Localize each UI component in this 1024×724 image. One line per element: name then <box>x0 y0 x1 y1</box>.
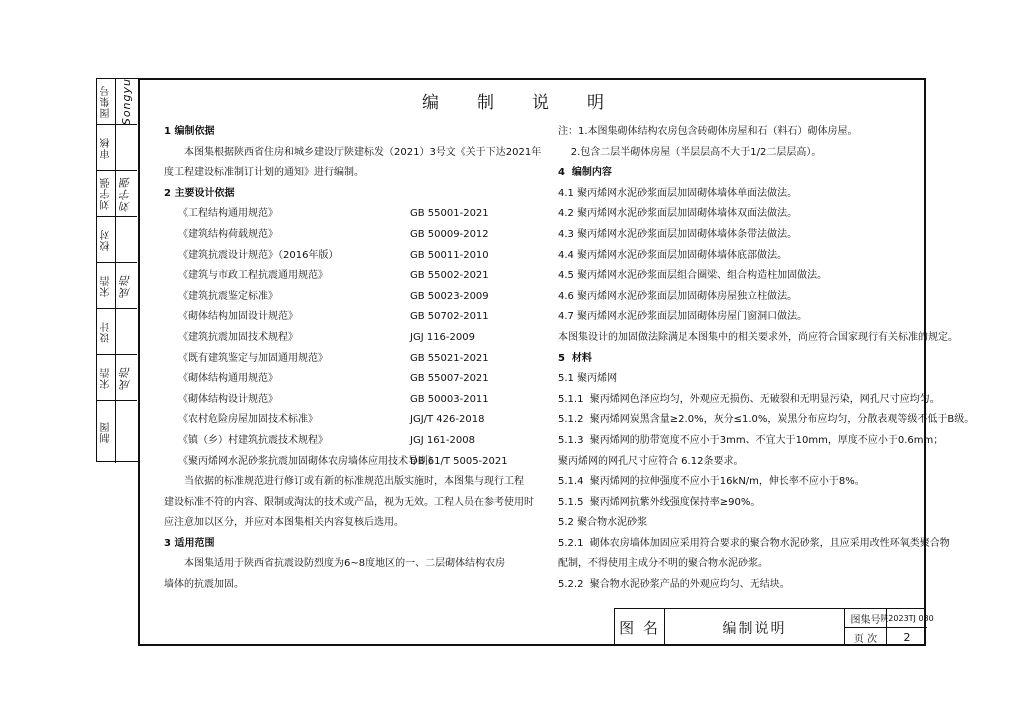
signature-cell <box>97 217 137 263</box>
signature-role-label: 制图 <box>100 421 112 443</box>
reference-code: JGJ/T 426-2018 <box>410 414 485 426</box>
reference-row <box>164 369 544 390</box>
title-block <box>614 608 934 646</box>
reference-row <box>164 452 544 473</box>
spec-line: 聚丙烯网的网孔尺寸应符合 6.12条要求。 <box>558 455 744 467</box>
signature-cell <box>97 171 137 217</box>
reference-title: 《农村危险房屋加固技术标准》 <box>178 414 318 426</box>
section-2-note: 建设标准不符的内容、限制或淘汰的技术或产品，视为无效。工程人员在参考使用时 <box>164 496 534 508</box>
section-1-line: 本图集根据陕西省住房和城乡建设厅陕建标发（2021）3号文《关于下达2021年 <box>184 146 542 158</box>
page-number: 2 <box>903 630 911 644</box>
reference-code: GB 55007-2021 <box>410 373 489 385</box>
spec-line: 5.1.4 聚丙烯网的拉伸强度不应小于16kN/m，伸长率不应小于8%。 <box>558 476 865 488</box>
reference-code: GB 50003-2011 <box>410 393 489 405</box>
reference-row <box>164 328 544 349</box>
section-1-heading: 1 编制依据 <box>164 126 215 137</box>
section-2-note: 当依据的标准规范进行修订或有新的标准规范出版实施时，本图集与现行工程 <box>184 476 524 488</box>
signature-cell <box>97 309 137 355</box>
atlas-number-label: 图集号 <box>845 609 887 628</box>
signature: 刘宇强 <box>119 175 132 212</box>
drawing-name-label: 图 名 <box>615 609 665 646</box>
spec-line: 5.2.1 砌体农房墙体加固应采用符合要求的聚合物水泥砂浆，且应采用改性环氧类聚合物 <box>558 537 950 549</box>
reference-title: 《建筑与市政工程抗震通用规范》 <box>178 270 328 282</box>
reference-row <box>164 287 544 308</box>
reference-code: GB 50702-2011 <box>410 311 489 323</box>
section-2-heading: 2 主要设计依据 <box>164 187 235 199</box>
spec-line: 4.5 聚丙烯网水泥砂浆面层组合圈梁、组合构造柱加固做法。 <box>558 270 828 282</box>
reference-row <box>164 266 544 287</box>
left-column <box>164 122 544 596</box>
reference-row <box>164 390 544 411</box>
reference-row <box>164 410 544 431</box>
reference-title: 《建筑抗震加固技术规程》 <box>178 331 298 343</box>
spec-line: 5.1.2 聚丙烯网炭黑含量≥2.0%，灰分≤1.0%，炭黑分布应均匀，分散表观等级不低于B级。 <box>558 414 975 426</box>
spec-line: 2.包含二层半砌体房屋（半层层高不大于1/2二层层高）。 <box>558 146 822 158</box>
spec-line: 4.6 聚丙烯网水泥砂浆面层加固砌体房屋独立柱做法。 <box>558 290 798 302</box>
reference-code: JGJ 116-2009 <box>410 331 475 343</box>
reference-title: 《建筑抗震鉴定标准》 <box>178 290 278 302</box>
signature-role-label: 图集号 <box>100 85 112 118</box>
page-title: 编制说明 <box>422 93 642 113</box>
spec-line: 4 编制内容 <box>558 167 612 179</box>
signature-cell <box>97 401 137 463</box>
signature-role-label: 宋浩 <box>100 366 112 389</box>
reference-list <box>164 204 544 472</box>
signature: Songyu <box>119 77 133 126</box>
section-3-line: 本图集适用于陕西省抗震设防烈度为6~8度地区的一、二层砌体结构农房 <box>184 558 506 570</box>
signature: 成浩 <box>119 365 132 390</box>
reference-title: 《既有建筑鉴定与加固通用规范》 <box>178 352 328 364</box>
spec-line: 配制，不得使用主成分不明的聚合物水泥砂浆。 <box>558 558 768 570</box>
reference-title: 《聚丙烯网水泥砂浆抗震加固砌体农房墙体应用技术导则》 <box>178 455 438 467</box>
spec-line: 5.1.1 聚丙烯网色泽应均匀，外观应无损伤、无破裂和无明显污染，网孔尺寸应均匀。 <box>558 393 940 405</box>
reference-row <box>164 246 544 267</box>
spec-line: 5.2.2 聚合物水泥砂浆产品的外观应均匀、无结块。 <box>558 579 790 591</box>
signature-cell <box>97 125 137 171</box>
spec-line: 4.2 聚丙烯网水泥砂浆面层加固砌体墙体双面法做法。 <box>558 208 798 220</box>
signature-role-label: 刘宇强 <box>100 177 112 210</box>
signature-cell <box>97 263 137 309</box>
page-label: 页 次 <box>845 628 887 646</box>
spec-line: 5.2 聚合物水泥砂浆 <box>558 517 648 529</box>
spec-line: 5.1 聚丙烯网 <box>558 373 618 385</box>
signature: 成浩 <box>119 273 132 298</box>
spec-line: 注：1.本图集砌体结构农房包含砖砌体房屋和石（料石）砌体房屋。 <box>558 126 858 137</box>
reference-title: 《工程结构通用规范》 <box>178 208 278 220</box>
atlas-number: 陕2023TJ 080 <box>887 609 927 628</box>
spec-line: 本图集设计的加固做法除满足本图集中的相关要求外，尚应符合国家现行有关标准的规定。 <box>558 331 958 343</box>
reference-row <box>164 204 544 225</box>
signature-role-label: 校对 <box>100 228 112 251</box>
reference-code: GB 50011-2010 <box>410 249 489 261</box>
signature-cell <box>97 355 137 401</box>
reference-row <box>164 349 544 370</box>
section-2-note: 应注意加以区分，并应对本图集相关内容复核后选用。 <box>164 517 404 529</box>
spec-line: 4.7 聚丙烯网水泥砂浆面层加固砌体房屋门窗洞口做法。 <box>558 311 808 323</box>
reference-title: 《砌体结构通用规范》 <box>178 373 278 385</box>
signature-strip <box>96 78 138 462</box>
spec-line: 4.3 聚丙烯网水泥砂浆面层加固砌体墙体条带法做法。 <box>558 228 798 240</box>
reference-code: GB 50009-2012 <box>410 228 489 240</box>
section-3-line: 墙体的抗震加固。 <box>164 579 244 591</box>
reference-code: JGJ 161-2008 <box>410 434 475 446</box>
reference-code: GB 55021-2021 <box>410 352 489 364</box>
right-column <box>558 122 975 596</box>
drawing-name: 编制说明 <box>665 609 845 646</box>
reference-title: 《砌体结构加固设计规范》 <box>178 311 298 323</box>
reference-row <box>164 225 544 246</box>
reference-title: 《镇（乡）村建筑抗震技术规程》 <box>178 434 328 446</box>
section-3-heading: 3 适用范围 <box>164 537 215 549</box>
signature-role-label: 宋浩 <box>100 274 112 297</box>
signature-role-label: 审核 <box>100 136 112 159</box>
reference-code: GB 55002-2021 <box>410 270 489 282</box>
spec-line: 5 材料 <box>558 352 592 364</box>
reference-code: GB 55001-2021 <box>410 208 489 220</box>
signature-cell <box>97 79 137 125</box>
reference-row <box>164 307 544 328</box>
reference-row <box>164 431 544 452</box>
reference-code: GB 50023-2009 <box>410 290 489 302</box>
spec-line: 4.1 聚丙烯网水泥砂浆面层加固砌体墙体单面法做法。 <box>558 187 798 199</box>
spec-line: 5.1.3 聚丙烯网的肋带宽度不应小于3mm、不宜大于10mm，厚度不应小于0.6mm； <box>558 434 944 446</box>
reference-title: 《建筑抗震设计规范》（2016年版） <box>178 249 339 261</box>
spec-line: 4.4 聚丙烯网水泥砂浆面层加固砌体墙体底部做法。 <box>558 249 788 261</box>
reference-code: DB 61/T 5005-2021 <box>410 455 508 467</box>
section-1-line: 度工程建设标准制订计划的通知》进行编制。 <box>164 167 364 179</box>
reference-title: 《砌体结构设计规范》 <box>178 393 278 405</box>
signature-role-label: 设计 <box>100 320 112 343</box>
reference-title: 《建筑结构荷载规范》 <box>178 228 278 240</box>
spec-line: 5.1.5 聚丙烯网抗紫外线强度保持率≥90%。 <box>558 496 761 508</box>
